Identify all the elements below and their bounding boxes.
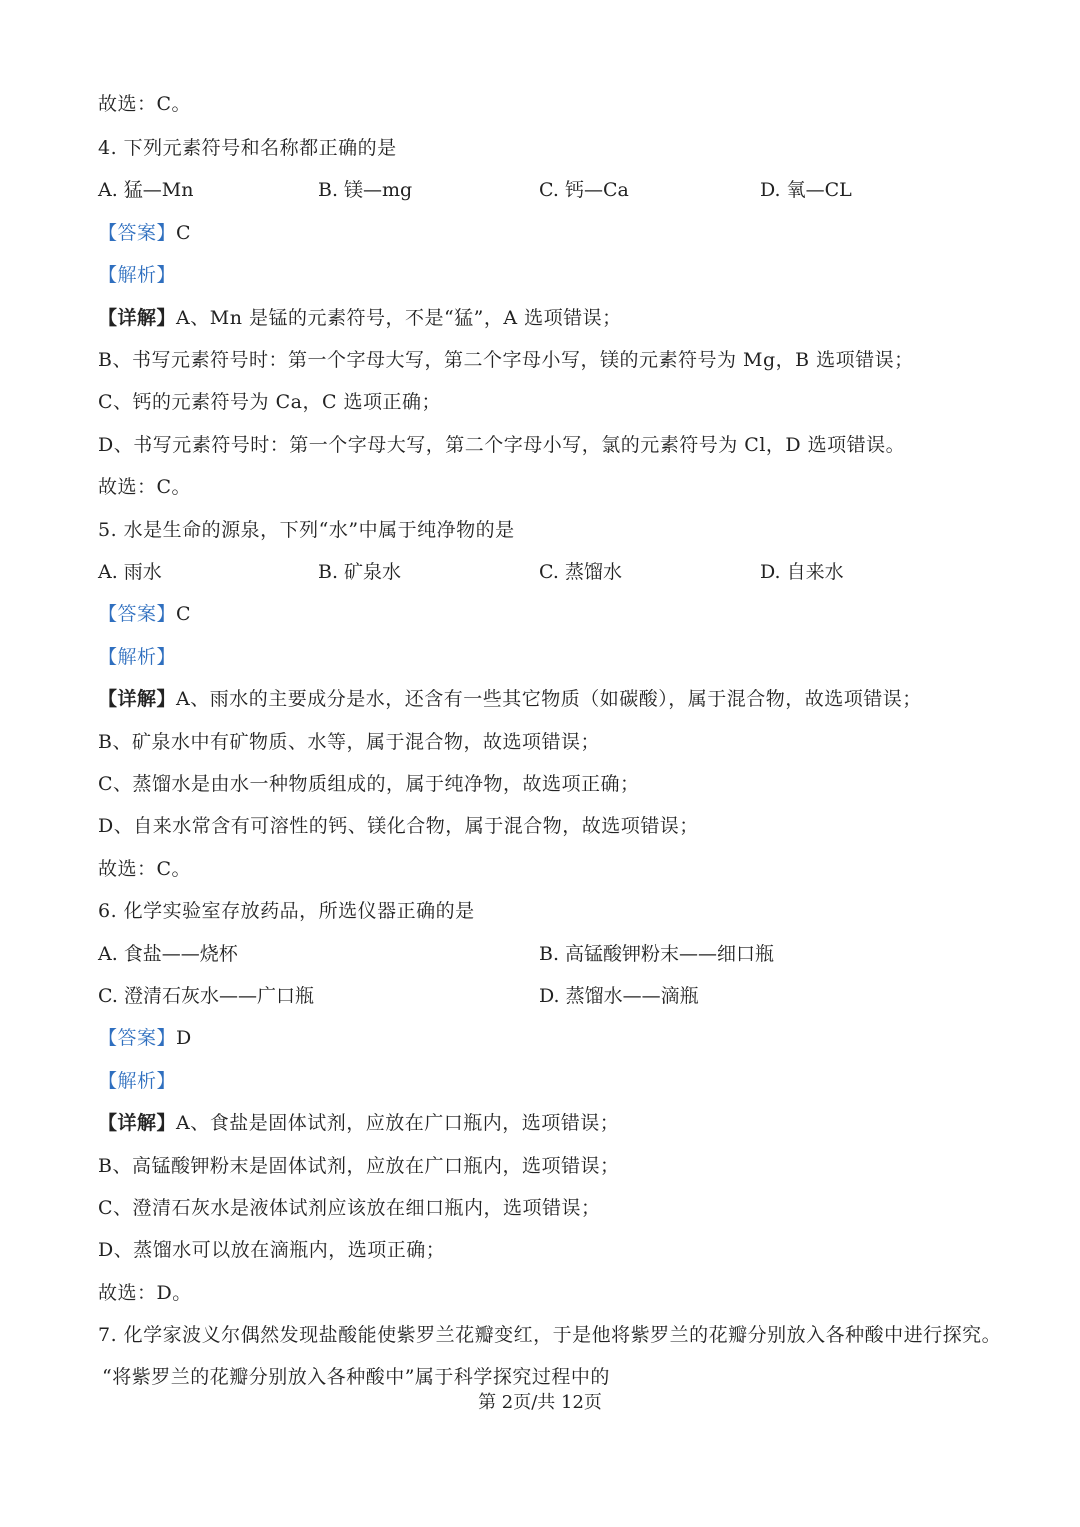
q6-detail-1: [98, 1111, 619, 1135]
answer-tag: 【答案】: [98, 222, 177, 244]
answer-selection: 故选：C。: [98, 93, 192, 115]
q4-answer-value: C: [176, 222, 192, 244]
q4-option-b: B. 镁—mg: [318, 179, 413, 201]
question-7: 7. 化学家波义尔偶然发现盐酸能使紫罗兰花瓣变红，于是他将紫罗兰的花瓣分别放入各种酸中进行探究。: [98, 1324, 1002, 1346]
q6-detail-1-text: A、食盐是固体试剂，应放在广口瓶内，选项错误；: [176, 1112, 620, 1134]
q5-detail-4: D、自来水常含有可溶性的钙、镁化合物，属于混合物，故选项错误；: [98, 815, 699, 837]
q6-answer-value: D: [176, 1027, 192, 1049]
detail-tag: 【详解】: [98, 1112, 177, 1134]
answer-tag: 【答案】: [98, 1027, 177, 1049]
detail-tag: 【详解】: [98, 307, 177, 329]
q4-detail-3: C、钙的元素符号为 Ca，C 选项正确；: [98, 391, 442, 413]
q4-detail-1-text: A、Mn 是锰的元素符号，不是“猛”，A 选项错误；: [176, 307, 622, 329]
q6-answer: [98, 1026, 192, 1050]
q4-option-a: A. 猛—Mn: [98, 179, 194, 201]
question-7-continued: “将紫罗兰的花瓣分别放入各种酸中”属于科学探究过程中的: [102, 1366, 610, 1388]
q5-answer-value: C: [176, 603, 192, 625]
q4-answer: [98, 221, 191, 245]
q5-detail-1-text: A、雨水的主要成分是水，还含有一些其它物质（如碳酸），属于混合物，故选项错误；: [176, 688, 922, 710]
q4-analysis-tag: 【解析】: [98, 264, 177, 286]
q4-detail-2: B、书写元素符号时：第一个字母大写，第二个字母小写，镁的元素符号为 Mg，B 选项错误；: [98, 349, 914, 371]
answer-tag: 【答案】: [98, 603, 177, 625]
q6-option-b: B. 高锰酸钾粉末——细口瓶: [539, 943, 775, 965]
q4-option-d: D. 氧—CL: [760, 179, 852, 201]
question-6: 6. 化学实验室存放药品，所选仪器正确的是: [98, 900, 475, 922]
q6-detail-3: C、澄清石灰水是液体试剂应该放在细口瓶内，选项错误；: [98, 1197, 601, 1219]
q6-option-c: C. 澄清石灰水——广口瓶: [98, 985, 314, 1007]
question-5: 5. 水是生命的源泉，下列“水”中属于纯净物的是: [98, 519, 515, 541]
q4-option-c: C. 钙—Ca: [539, 179, 629, 201]
page-footer: 第 2页/共 12页: [478, 1392, 602, 1413]
question-4: 4. 下列元素符号和名称都正确的是: [98, 137, 397, 159]
q5-answer: [98, 602, 191, 626]
q4-detail-4: D、书写元素符号时：第一个字母大写，第二个字母小写，氯的元素符号为 Cl，D 选项错误。: [98, 434, 906, 456]
q6-option-a: A. 食盐——烧杯: [98, 943, 238, 965]
q5-detail-1: [98, 687, 922, 711]
q6-detail-2: B、高锰酸钾粉末是固体试剂，应放在广口瓶内，选项错误；: [98, 1155, 620, 1177]
q5-option-c: C. 蒸馏水: [539, 561, 622, 583]
q6-option-d: D. 蒸馏水——滴瓶: [539, 985, 699, 1007]
q4-selection: 故选：C。: [98, 476, 192, 498]
q5-selection: 故选：C。: [98, 858, 192, 880]
q5-detail-3: C、蒸馏水是由水一种物质组成的，属于纯净物，故选项正确；: [98, 773, 640, 795]
q6-detail-4: D、蒸馏水可以放在滴瓶内，选项正确；: [98, 1239, 446, 1261]
q6-selection: 故选：D。: [98, 1282, 192, 1304]
q6-analysis-tag: 【解析】: [98, 1070, 177, 1092]
q4-detail-1: [98, 306, 622, 330]
q5-analysis-tag: 【解析】: [98, 646, 177, 668]
detail-tag: 【详解】: [98, 688, 177, 710]
q5-option-a: A. 雨水: [98, 561, 162, 583]
q5-option-b: B. 矿泉水: [318, 561, 402, 583]
q5-detail-2: B、矿泉水中有矿物质、水等，属于混合物，故选项错误；: [98, 731, 600, 753]
q5-option-d: D. 自来水: [760, 561, 844, 583]
